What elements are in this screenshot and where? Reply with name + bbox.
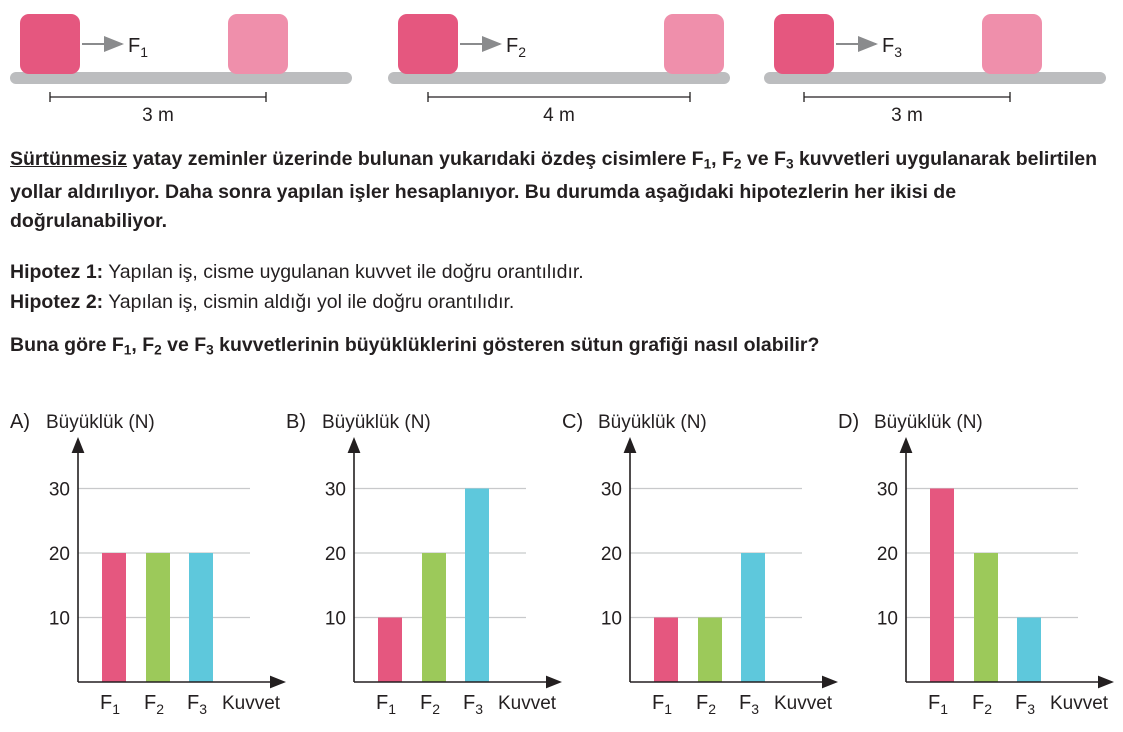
- intro-text-2: , F: [711, 148, 734, 170]
- moving-block: [398, 14, 458, 74]
- y-tick-label: 10: [324, 608, 346, 630]
- chart-c: [562, 411, 833, 717]
- setup-figure: [0, 0, 1123, 130]
- intro-sub-1: 1: [703, 156, 712, 172]
- force-label: $F_3$: [882, 35, 903, 60]
- setup-3: [764, 14, 1106, 126]
- question-text-3: ve F: [161, 334, 207, 356]
- x-tick-label: $F_1$: [651, 692, 673, 717]
- y-tick-label: 20: [324, 544, 346, 565]
- hypothesis-2: [10, 287, 1110, 317]
- bar-f3: [741, 553, 765, 682]
- hypothesis-2-label: Hipotez 2:: [10, 291, 104, 313]
- hypothesis-1-label: Hipotez 1:: [10, 261, 104, 283]
- bar-f1: [378, 618, 402, 683]
- y-tick-label: 30: [324, 479, 346, 501]
- option-label: B): [286, 411, 306, 433]
- y-tick-label: 10: [876, 608, 898, 630]
- y-axis-label: Büyüklük (N): [874, 412, 983, 433]
- intro-sub-3: 3: [785, 156, 794, 172]
- y-axis-label: Büyüklük (N): [46, 412, 155, 433]
- x-tick-label: $F_3$: [1014, 692, 1036, 717]
- moving-block: [774, 14, 834, 74]
- bar-f2: [698, 618, 722, 683]
- x-tick-label: $F_2$: [143, 692, 165, 717]
- setup-1: [10, 14, 352, 126]
- chart-d: [838, 411, 1109, 717]
- question-sub-3: 3: [206, 342, 214, 358]
- chart-b: [286, 411, 557, 717]
- option-label: D): [838, 411, 860, 433]
- x-axis-label: Kuvvet: [774, 693, 833, 714]
- question-text-4: kuvvetlerinin büyüklüklerini gösteren sütun grafiği nasıl olabilir?: [213, 334, 820, 356]
- answer-charts: [0, 395, 1123, 725]
- question-text-1: Buna göre F: [10, 334, 124, 356]
- moving-block: [20, 14, 80, 74]
- y-tick-label: 10: [48, 608, 70, 630]
- bar-f2: [146, 553, 170, 682]
- intro-sub-2: 2: [733, 156, 742, 172]
- hypothesis-2-text: Yapılan iş, cismin aldığı yol ile doğru orantılıdır.: [103, 291, 515, 313]
- question-text: [10, 334, 1110, 357]
- chart-a: [10, 411, 281, 717]
- target-block: [982, 14, 1042, 74]
- setup-2: [388, 14, 730, 126]
- y-tick-label: 30: [48, 479, 70, 501]
- intro-text-1: yatay zeminler üzerinde bulunan yukarıdaki özdeş cisimlere F: [127, 148, 704, 170]
- option-label: A): [10, 411, 30, 433]
- y-axis-label: Büyüklük (N): [598, 412, 707, 433]
- bar-f1: [930, 489, 954, 683]
- bar-f1: [102, 553, 126, 682]
- y-tick-label: 30: [600, 479, 622, 501]
- hypothesis-1-text: Yapılan iş, cisme uygulanan kuvvet ile doğru orantılıdır.: [103, 261, 584, 283]
- x-tick-label: $F_1$: [927, 692, 949, 717]
- x-tick-label: $F_1$: [375, 692, 397, 717]
- x-axis-label: Kuvvet: [222, 693, 281, 714]
- option-label: C): [562, 411, 584, 433]
- distance-label: 4 m: [543, 105, 575, 126]
- x-tick-label: $F_2$: [695, 692, 717, 717]
- bar-f2: [422, 553, 446, 682]
- force-label: $F_1$: [128, 35, 149, 60]
- target-block: [228, 14, 288, 74]
- x-axis-label: Kuvvet: [498, 693, 557, 714]
- y-tick-label: 10: [600, 608, 622, 630]
- y-tick-label: 20: [876, 544, 898, 565]
- bar-f3: [1017, 618, 1041, 683]
- force-label: $F_2$: [506, 35, 527, 60]
- bar-f3: [465, 489, 489, 683]
- x-tick-label: $F_3$: [462, 692, 484, 717]
- y-tick-label: 20: [48, 544, 70, 565]
- bar-f1: [654, 618, 678, 683]
- intro-text-3: ve F: [741, 148, 786, 170]
- x-tick-label: $F_1$: [99, 692, 121, 717]
- y-axis-label: Büyüklük (N): [322, 412, 431, 433]
- x-tick-label: $F_3$: [186, 692, 208, 717]
- bar-f2: [974, 553, 998, 682]
- distance-label: 3 m: [891, 105, 923, 126]
- y-tick-label: 30: [876, 479, 898, 501]
- x-tick-label: $F_3$: [738, 692, 760, 717]
- bar-f3: [189, 553, 213, 682]
- y-tick-label: 20: [600, 544, 622, 565]
- intro-paragraph: [10, 145, 1110, 236]
- distance-label: 3 m: [142, 105, 174, 126]
- intro-text-4: kuvvetleri uygulanarak belirtilen yollar aldırılıyor. Daha sonra yapılan işler hesaplanıyor. Bu durumda aşağıdaki hipotezlerin her ikisi de doğrulanabiliyor.: [10, 148, 1097, 233]
- x-axis-label: Kuvvet: [1050, 693, 1109, 714]
- question-text-2: , F: [131, 334, 155, 356]
- target-block: [664, 14, 724, 74]
- frictionless-word: Sürtünmesiz: [10, 148, 128, 170]
- question-sub-2: 2: [154, 342, 162, 358]
- question-sub-1: 1: [123, 342, 132, 358]
- x-tick-label: $F_2$: [971, 692, 993, 717]
- x-tick-label: $F_2$: [419, 692, 441, 717]
- hypothesis-1: [10, 257, 1110, 287]
